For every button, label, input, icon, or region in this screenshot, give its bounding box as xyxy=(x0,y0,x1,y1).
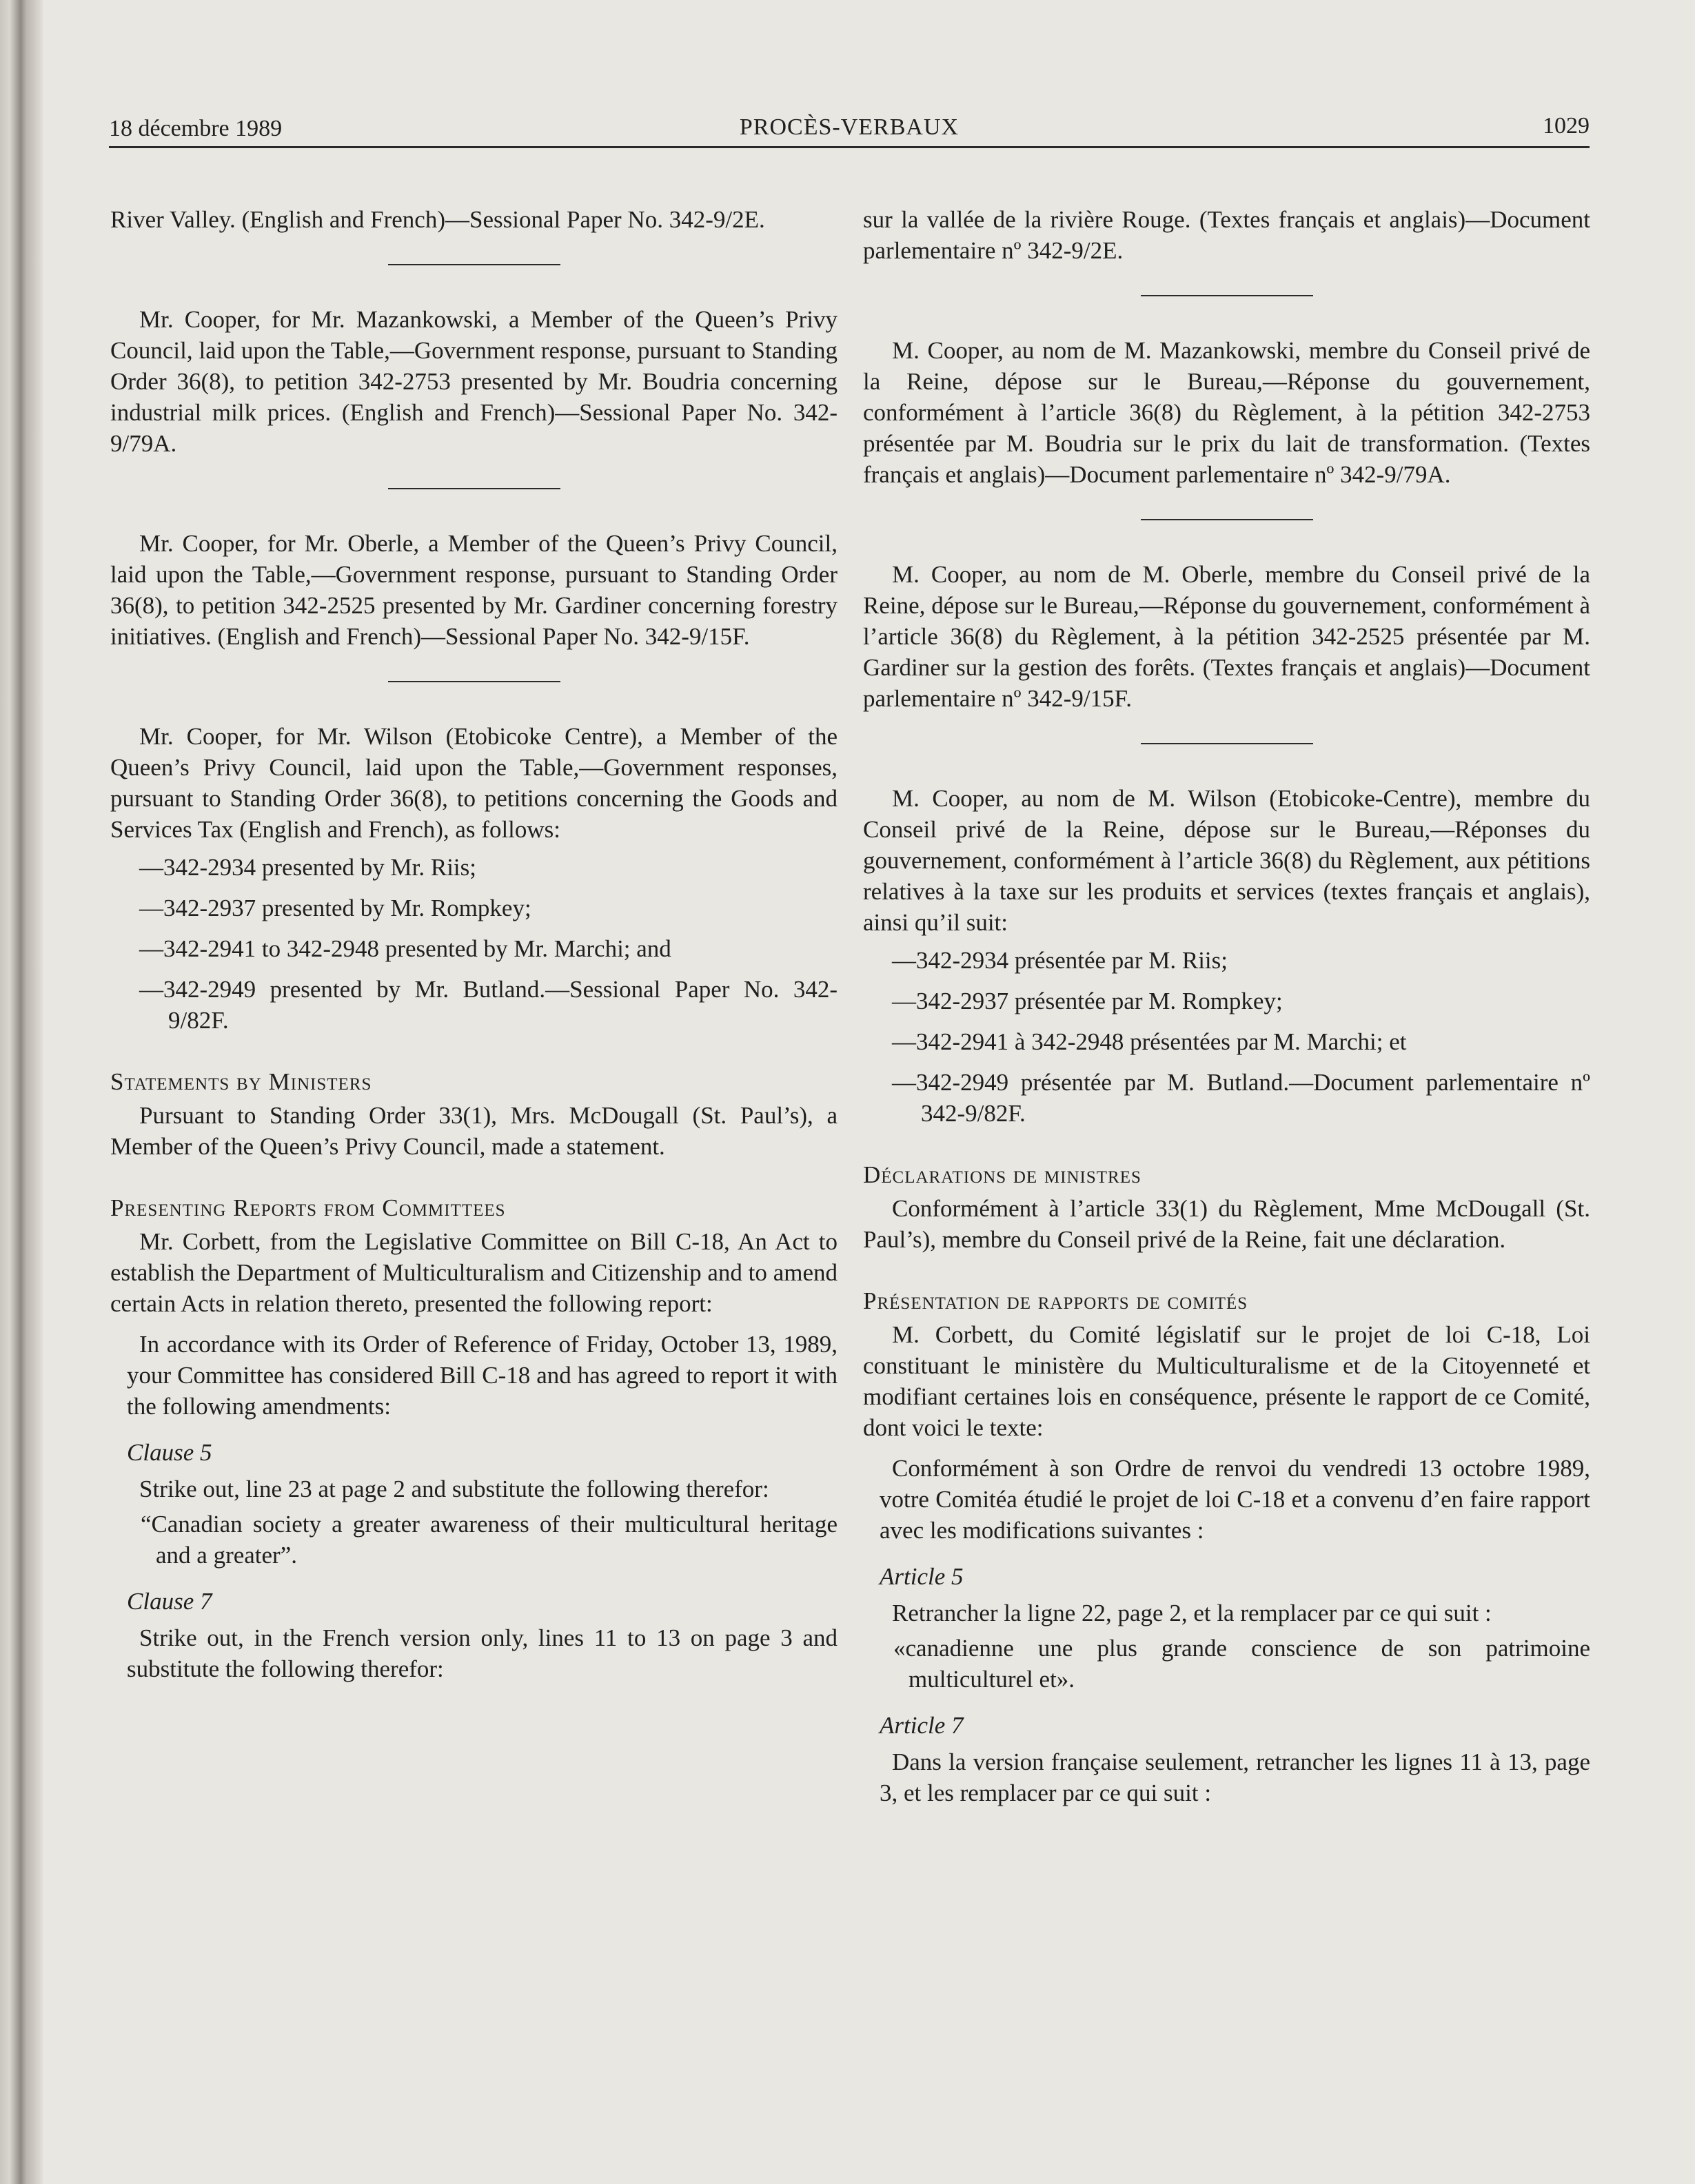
list-item: —342-2949 presented by Mr. Butland.—Sessional Paper No. 342-9/82F. xyxy=(139,976,838,1034)
page-number: 1029 xyxy=(1543,113,1590,139)
en-paragraph-strike-7: Strike out, in the French version only, lines 11 to 13 on page 3 and substitute the following therefor: xyxy=(127,1624,838,1682)
french-column xyxy=(863,204,1590,1808)
en-paragraph-corbett: Mr. Corbett, from the Legislative Committee on Bill C-18, An Act to establish the Department of Multiculturalism and Citizenship and to amend certain Acts in relation thereto, presented the following report: xyxy=(110,1228,838,1317)
en-paragraph-continued: River Valley. (English and French)—Sessional Paper No. 342-9/2E. xyxy=(110,206,765,233)
section-divider xyxy=(1141,519,1313,520)
fr-paragraph-wilson: M. Cooper, au nom de M. Wilson (Etobicoke-Centre), membre du Conseil privé de la Reine, dépose sur le Bureau,—Réponses du gouvernement, conformément à l’article 36(8) du Règlement, aux pétitions relatives à la taxe sur les produits et services (textes français et anglais), ainsi qu’il suit: xyxy=(863,785,1590,936)
section-divider xyxy=(388,264,560,265)
fr-paragraph-declaration: Conformément à l’article 33(1) du Règlement, Mme McDougall (St. Paul’s), membre du Conseil privé de la Reine, fait une déclaration. xyxy=(863,1195,1590,1253)
fr-paragraph-oberle: M. Cooper, au nom de M. Oberle, membre du Conseil privé de la Reine, dépose sur le Bureau,—Réponse du gouvernement, conformément à l’article 36(8) du Règlement, à la pétition 342-2525 présentée par M. Gardiner sur la gestion des forêts. (Textes français et anglais)—Document parlementaire nº 342-9/15F. xyxy=(863,561,1590,712)
en-paragraph-strike-5: Strike out, line 23 at page 2 and substitute the following therefor: xyxy=(139,1476,769,1502)
fr-article-heading: Article 5 xyxy=(880,1563,964,1590)
fr-paragraph-corbett: M. Corbett, du Comité législatif sur le projet de loi C-18, Loi constituant le ministère du Multiculturalisme et de la Citoyenneté et modifiant certaines lois en conséquence, présente le rapport de ce Comité, dont voici le texte: xyxy=(863,1321,1590,1441)
fr-paragraph-continued: sur la vallée de la rivière Rouge. (Textes français et anglais)—Document parlementaire nº 342-9/2E. xyxy=(863,206,1590,264)
english-column xyxy=(110,204,838,1684)
en-clause-heading: Clause 7 xyxy=(127,1588,212,1615)
en-paragraph-statement: Pursuant to Standing Order 33(1), Mrs. McDougall (St. Paul’s), a Member of the Queen’s Privy Council, made a statement. xyxy=(110,1102,838,1160)
en-heading-reports: Presenting Reports from Committees xyxy=(110,1194,506,1221)
fr-paragraph-retrancher-7: Dans la version française seulement, retrancher les lignes 11 à 13, page 3, et les remplacer par ce qui suit : xyxy=(880,1748,1590,1806)
section-divider xyxy=(1141,295,1313,296)
page-binding-shadow xyxy=(0,0,43,2184)
list-item: —342-2937 présentée par M. Rompkey; xyxy=(892,988,1283,1014)
fr-heading-declarations: Déclarations de ministres xyxy=(863,1161,1141,1188)
list-item: —342-2934 présentée par M. Riis; xyxy=(892,947,1228,974)
list-item: —342-2934 presented by Mr. Riis; xyxy=(139,854,476,881)
en-paragraph-wilson: Mr. Cooper, for Mr. Wilson (Etobicoke Centre), a Member of the Queen’s Privy Council, laid upon the Table,—Government responses, pursuant to Standing Order 36(8), to petitions concerning the Goods and Services Tax (English and French), as follows: xyxy=(110,723,838,843)
section-divider xyxy=(388,488,560,489)
header-title: PROCÈS-VERBAUX xyxy=(739,114,960,140)
en-paragraph-oberle: Mr. Cooper, for Mr. Oberle, a Member of the Queen’s Privy Council, laid upon the Table,—Government response, pursuant to Standing Order 36(8), to petition 342-2525 presented by Mr. Gardiner concerning forestry initiatives. (English and French)—Sessional Paper No. 342-9/15F. xyxy=(110,530,838,650)
fr-heading-rapports: Présentation de rapports de comités xyxy=(863,1287,1248,1314)
en-paragraph-mazankowski: Mr. Cooper, for Mr. Mazankowski, a Member of the Queen’s Privy Council, laid upon the Table,—Government response, pursuant to Standing Order 36(8), to petition 342-2753 presented by Mr. Boudria concerning industrial milk prices. (English and French)—Sessional Paper No. 342-9/79A. xyxy=(110,306,838,457)
section-divider xyxy=(1141,743,1313,744)
section-divider xyxy=(388,681,560,682)
fr-petition-list xyxy=(863,945,1590,1129)
list-item: —342-2949 présentée par M. Butland.—Document parlementaire nº 342-9/82F. xyxy=(892,1069,1590,1127)
en-clause-heading: Clause 5 xyxy=(127,1439,212,1466)
en-paragraph-report: In accordance with its Order of Reference of Friday, October 13, 1989, your Committee has considered Bill C-18 and has agreed to report it with the following amendments: xyxy=(127,1331,838,1420)
fr-article-heading: Article 7 xyxy=(880,1712,964,1739)
en-heading-statements: Statements by Ministers xyxy=(110,1068,372,1095)
fr-quote-amendment: «canadienne une plus grande conscience de son patrimoine multiculturel et». xyxy=(893,1635,1590,1693)
en-petition-list xyxy=(110,852,838,1036)
fr-paragraph-retrancher-5: Retrancher la ligne 22, page 2, et la remplacer par ce qui suit : xyxy=(892,1600,1492,1626)
list-item: —342-2937 presented by Mr. Rompkey; xyxy=(139,895,531,921)
en-quote-amendment: “Canadian society a greater awareness of their multicultural heritage and a greater”. xyxy=(141,1511,838,1569)
list-item: —342-2941 à 342-2948 présentées par M. Marchi; et xyxy=(892,1028,1407,1055)
header-date: 18 décembre 1989 xyxy=(109,116,283,141)
page-header xyxy=(109,103,1590,148)
fr-paragraph-rapport: Conformément à son Ordre de renvoi du vendredi 13 octobre 1989, votre Comitéa étudié le projet de loi C-18 et a convenu d’en faire rapport avec les modifications suivantes : xyxy=(880,1455,1590,1544)
list-item: —342-2941 to 342-2948 presented by Mr. Marchi; and xyxy=(139,935,671,962)
fr-paragraph-mazankowski: M. Cooper, au nom de M. Mazankowski, membre du Conseil privé de la Reine, dépose sur le Bureau,—Réponse du gouvernement, conformément à l’article 36(8) du Règlement, à la pétition 342-2753 présentée par M. Boudria sur le prix du lait de transformation. (Textes français et anglais)—Document parlementaire nº 342-9/79A. xyxy=(863,337,1590,488)
